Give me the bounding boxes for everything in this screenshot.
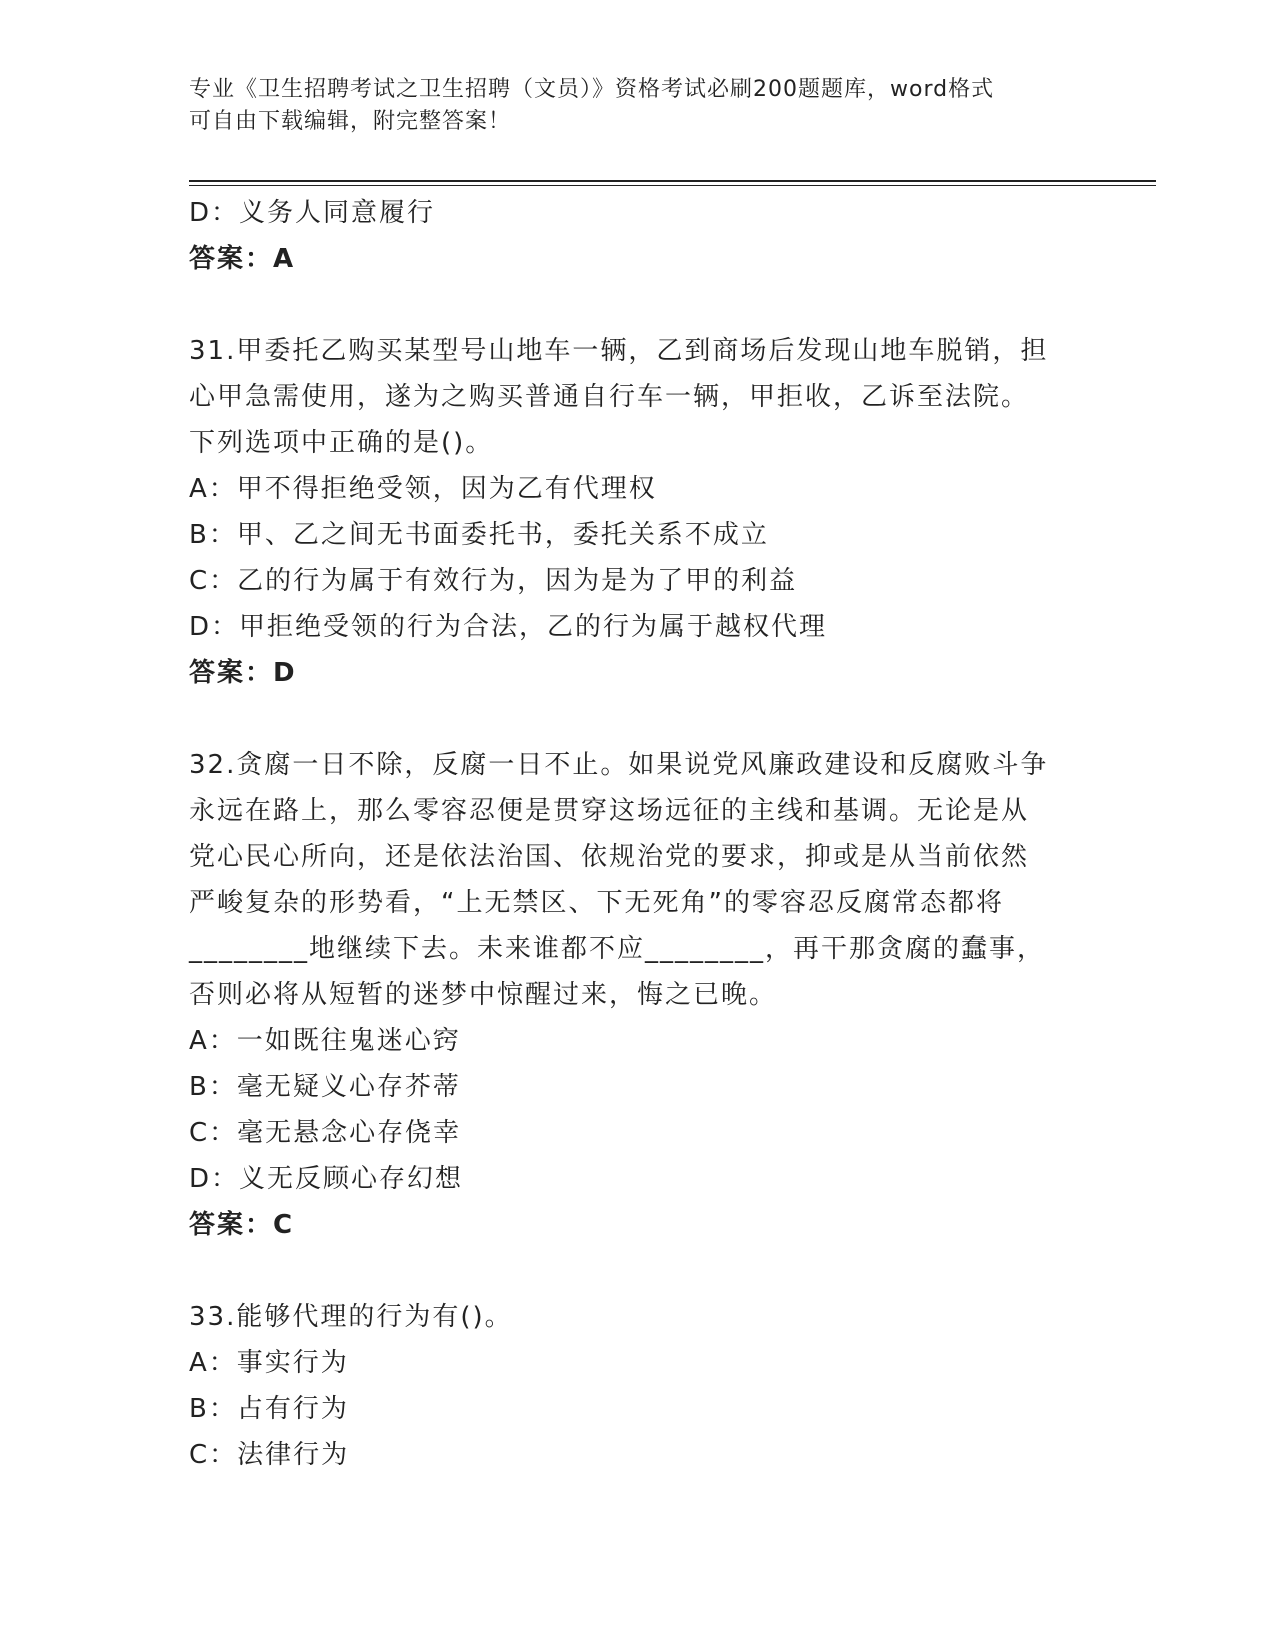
spacer <box>189 696 1089 742</box>
question-text-line: 永远在路上，那么零容忍便是贯穿这场远征的主线和基调。无论是从 <box>189 796 1030 826</box>
spacer <box>189 1248 1089 1294</box>
question-text-line: 31.甲委托乙购买某型号山地车一辆，乙到商场后发现山地车脱销，担 <box>189 336 1049 366</box>
question-text-line: 32.贪腐一日不除，反腐一日不止。如果说党风廉政建设和反腐败斗争 <box>189 750 1049 780</box>
question-32 <box>189 742 1089 1248</box>
answer-label: 答案：D <box>189 658 297 688</box>
option-b: B：毫无疑义心存芥蒂 <box>189 1072 461 1102</box>
document-header <box>189 74 1089 138</box>
option-a: A：甲不得拒绝受领，因为乙有代理权 <box>189 474 657 504</box>
answer-label: 答案：C <box>189 1210 295 1240</box>
header-divider-thin <box>189 185 1156 186</box>
question-text-line: 下列选项中正确的是()。 <box>189 428 494 458</box>
answer-label: 答案：A <box>189 244 296 274</box>
question-text-line: 严峻复杂的形势看，“上无禁区、下无死角”的零容忍反腐常态都将 <box>189 888 1004 918</box>
question-33 <box>189 1294 1089 1478</box>
question-text-line: 33.能够代理的行为有()。 <box>189 1302 513 1332</box>
question-text-line: 否则必将从短暂的迷梦中惊醒过来，悔之已晚。 <box>189 980 778 1010</box>
option-b: B：甲、乙之间无书面委托书，委托关系不成立 <box>189 520 769 550</box>
option-c: C：乙的行为属于有效行为，因为是为了甲的利益 <box>189 566 798 596</box>
question-text-line: 党心民心所向，还是依法治国、依规治党的要求，抑或是从当前依然 <box>189 842 1030 872</box>
header-title-line-1: 专业《卫生招聘考试之卫生招聘（文员）》资格考试必刷200题题库，word格式 <box>189 77 995 102</box>
option-d: D：甲拒绝受领的行为合法，乙的行为属于越权代理 <box>189 612 828 642</box>
spacer <box>189 282 1089 328</box>
option-b: B：占有行为 <box>189 1394 349 1424</box>
question-30-tail <box>189 190 1089 282</box>
header-title-line-2: 可自由下载编辑，附完整答案！ <box>189 109 512 134</box>
header-divider-thick <box>189 180 1156 182</box>
question-text-line: ________地继续下去。未来谁都不应________，再干那贪腐的蠢事， <box>189 934 1046 964</box>
option-a: A：一如既往鬼迷心窍 <box>189 1026 461 1056</box>
question-31 <box>189 328 1089 696</box>
question-content <box>189 190 1089 1478</box>
question-text-line: 心甲急需使用，遂为之购买普通自行车一辆，甲拒收，乙诉至法院。 <box>189 382 1030 412</box>
option-c: C：法律行为 <box>189 1440 350 1470</box>
option-c: C：毫无悬念心存侥幸 <box>189 1118 462 1148</box>
option-d: D：义无反顾心存幻想 <box>189 1164 464 1194</box>
option-a: A：事实行为 <box>189 1348 349 1378</box>
option-d: D：义务人同意履行 <box>189 198 436 228</box>
